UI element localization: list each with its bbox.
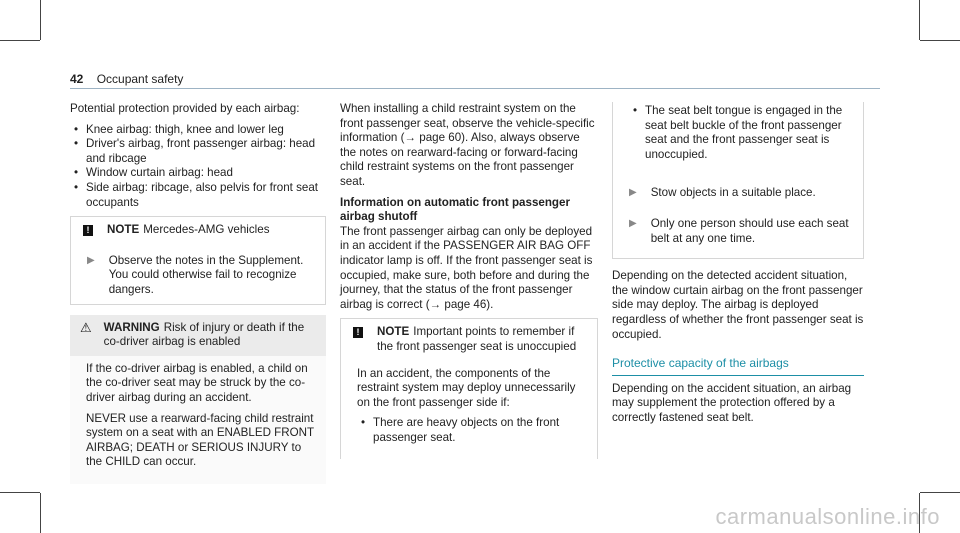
note-body <box>341 361 597 460</box>
exclamation-icon: ! <box>83 225 93 236</box>
warning-label: WARNING <box>103 320 160 334</box>
note-label: NOTE <box>377 325 410 339</box>
note-box-amg <box>70 216 326 304</box>
instruction-item <box>613 176 863 207</box>
airbag-list <box>70 123 326 211</box>
note-label: NOTE <box>107 223 140 237</box>
warning-box <box>70 315 326 484</box>
body-text: Depending on the accident situation, an airbag may supplement the protection offered by a correctly fastened seat belt. <box>612 381 852 424</box>
list-item: • The seat belt tongue is engaged in the seat belt buckle of the front passenger seat and the front passenger seat is unoccupied. <box>629 104 853 162</box>
note-box-unoccupied <box>340 318 598 459</box>
body-text: Depending on the detected accident situation, the window curtain airbag on the front passenger side may deploy. The airbag is deployed regardless of whether the front passenger seat is occupied. <box>612 269 864 341</box>
page-number: 42 <box>70 72 84 86</box>
body-text: When installing a child restraint system on the front passenger seat, observe the vehicle-specific information (→ page 60). Also, always observe the notes on rearward-facing or forward-facing child restraint systems on the front passenger seat. <box>340 102 595 188</box>
note-header <box>71 217 325 244</box>
section-heading: Protective capacity of the airbags <box>612 356 864 376</box>
note-list <box>629 104 853 162</box>
list-item: • Driver's airbag, front passenger airbag: head and ribcage <box>70 137 326 166</box>
warning-header <box>70 315 326 356</box>
warning-triangle-icon: ⚠ <box>80 319 92 335</box>
body-text: The front passenger airbag can only be deployed in an accident if the PASSENGER AIR BAG OFF indicator lamp is off. If the front passenger seat is occupied, make sure, both before and during the journey, that the status of the front passenger airbag is correct (→ page 46). <box>340 224 593 311</box>
crop-mark <box>920 492 960 493</box>
note-body <box>613 102 863 176</box>
play-arrow-icon: ▶ <box>87 254 95 266</box>
note-title: Mercedes-AMG vehicles <box>143 223 270 237</box>
watermark: carmanualsonline.info <box>715 504 940 530</box>
warning-body <box>70 356 326 484</box>
header-divider <box>70 88 880 89</box>
page-title: Occupant safety <box>96 72 184 86</box>
page-header <box>70 72 183 87</box>
instruction-item <box>613 207 863 258</box>
exclamation-icon: ! <box>353 327 363 338</box>
column-3 <box>612 102 864 432</box>
instruction-item <box>71 244 325 304</box>
note-text: In an accident, the components of the restraint system may deploy unnecessarily on the front passenger side if: <box>357 366 576 409</box>
warning-text: If the co-driver airbag is enabled, a child on the co-driver seat may be struck by the co-driver airbag during an accident. <box>86 361 308 404</box>
crop-mark <box>0 492 40 493</box>
crop-mark <box>0 40 40 41</box>
play-arrow-icon: ▶ <box>629 217 637 229</box>
crop-mark <box>40 0 41 40</box>
column-2 <box>340 102 598 469</box>
subheading: Information on automatic front passenger airbag shutoff <box>340 195 570 224</box>
warning-text: NEVER use a rearward-facing child restraint system on a seat with an ENABLED FRONT AIRBAG; DEATH or SERIOUS INJURY to the CHILD can occur. <box>86 411 314 469</box>
instruction-text: Only one person should use each seat belt at any one time. <box>650 216 849 245</box>
list-item: • Knee airbag: thigh, knee and lower leg <box>70 123 326 138</box>
list-item: • Window curtain airbag: head <box>70 166 326 181</box>
note-box-continued <box>612 102 864 259</box>
list-item: • There are heavy objects on the front passenger seat. <box>357 416 587 445</box>
play-arrow-icon: ▶ <box>629 187 637 199</box>
warning-title: Risk of injury or death if the co-driver airbag is enabled <box>103 320 305 349</box>
instruction-text: Observe the notes in the Supplement. You could otherwise fail to recognize dangers. <box>108 253 304 296</box>
column-1 <box>70 102 326 494</box>
note-title: Important points to remember if the front passenger seat is unoccupied <box>377 325 577 353</box>
instruction-text: Stow objects in a suitable place. <box>650 186 816 200</box>
crop-mark <box>919 0 920 40</box>
crop-mark <box>40 493 41 533</box>
note-list <box>357 416 587 445</box>
intro-text: Potential protection provided by each airbag: <box>70 102 300 115</box>
note-header <box>341 319 597 360</box>
crop-mark <box>920 40 960 41</box>
list-item: • Side airbag: ribcage, also pelvis for front seat occupants <box>70 181 326 210</box>
